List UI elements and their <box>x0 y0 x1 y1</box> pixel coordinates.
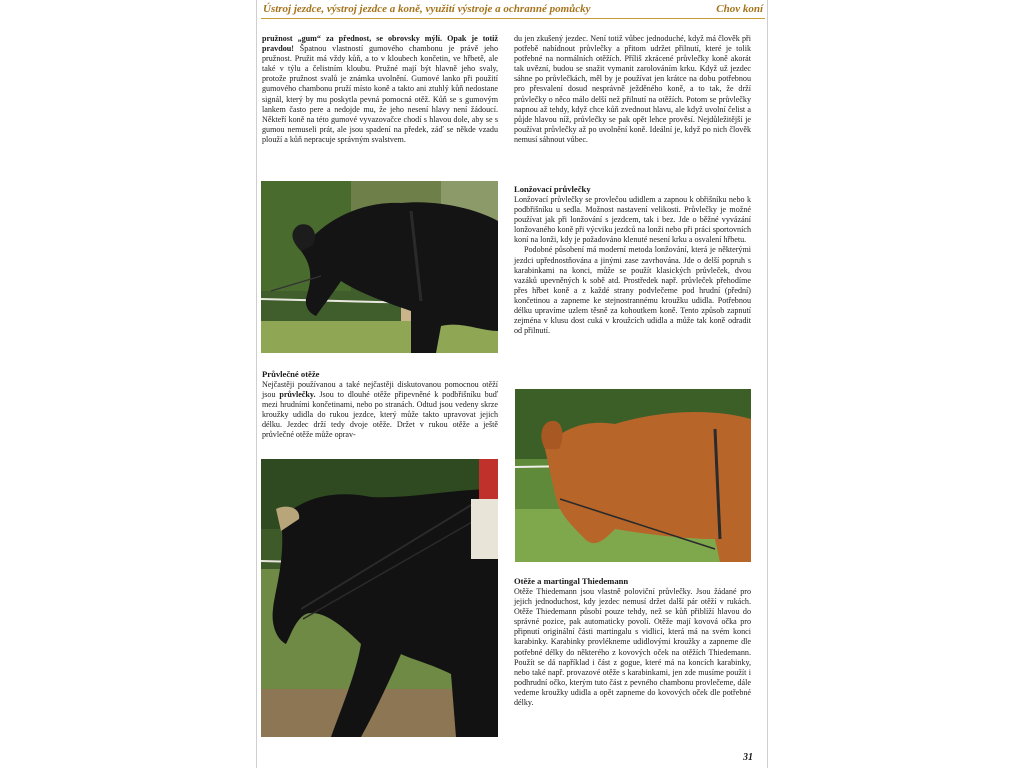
magazine-page <box>256 0 768 768</box>
paragraph-text: Špatnou vlastností gumového chambonu je právě jeho pružnost. Pružit má vždy kůň, a to v kloubech končetin, ve hřbetě, ale také v týlu a čelistním kloubu. Pružné mají být hlavně jeho svaly, protože pružnost svalů je známka uvolnění. Gumové lanko při použití gumového chambonu pruží místo koně a takto ani ztuhlý kůň nedostane signál, který by mu poskytla pevná pomocná otěž. Kůň se s gumovým lankem často pere a nedojde mu, že jeho nesení hlavy není žádoucí. Někteří koně na této gumové vyvazovačce chodí s hlavou dole, aby se s gumou nemuseli prát, ale jsou spadení na předek, záď se někde vzadu plouží a kůň nepracuje správným svalstvem. <box>262 44 498 144</box>
section-heading: Otěže a martingal Thiedemann <box>514 576 629 586</box>
paragraph <box>262 380 498 441</box>
right-column-bottom-text <box>514 576 751 708</box>
bold-term: průvlečky. <box>279 390 316 400</box>
header-title: Ústroj jezdce, výstroj jezdce a koně, využití výstroje a ochranné pomůcky <box>263 3 591 15</box>
left-column-middle-text <box>262 369 498 441</box>
horse-photo-black-ridden <box>261 459 498 737</box>
horse-photo-black-lunging <box>261 181 498 353</box>
paragraph-text: Nejčastěji používanou a také nejčastěji diskutovanou pomocnou otěží jsou <box>262 380 498 400</box>
horse-photo-black-ridden-image <box>261 459 498 737</box>
running-header <box>261 2 765 19</box>
paragraph-text: Jsou to dlouhé otěže připevněné k podbřišníku buď mezi hrudními končetinami, nebo po stranách. Odtud jsou vedeny skrze kroužky udidla do rukou jezdce, který může takto upravovat jejich délku. Jezdec drží tedy dvoje otěže. Držet v rukou otěže a ještě průvlečné otěže může oprav- <box>262 390 498 440</box>
paragraph: Otěže Thiedemann jsou vlastně poloviční průvlečky. Jsou žádané pro jejich jednoduchost, kdy jezdec nemusí držet další pár otěží v rukách. Otěže Thiedemann působí pouze tehdy, než se kůň přiblíží hlavou do správné pozice, pak automaticky povolí. Otěže mají kovová očka pro připnutí originální části martingalu s vidlicí, která má na svém konci karabinky. Karabinky provlékneme udidlovými kroužky a zapneme dle potřebné délky do některého z kovových oček na otěžích Thiedemann. Použít se dá například i část z gogue, které má na koncích karabinky, nebo také např. provazové otěže s karabinkami, jen zde musíme použít i podhrudní očko, kterým tuto část z pevného chambonu provlečeme, dále vedeme kroužky udidla a opět zapneme do kovových oček dle potřebné délky. <box>514 587 751 708</box>
paragraph <box>262 34 498 145</box>
section-heading: Průvlečné otěže <box>262 369 320 379</box>
right-column-top-text <box>514 34 751 145</box>
page-number: 31 <box>743 752 753 763</box>
paragraph: Podobné působení má moderní metoda lonžování, která je některými jezdci upřednostňována a jinými zase zavrhována. Jde o delší popruh s karabinkami na konci, může se použít klasických průvleček, dvou vazáků upevněných k sobě atd. Prostředek např. průvleček přehodíme přes hřbet koně a z každé strany podvlečeme pod hrudní (přední) končetinou a zapneme ke stejnostrannému kroužku udidla. Potřebnou délku upravíme uzlem těsně za kohoutkem koně. Tento způsob zapnutí zejména v klusu dost cuká v kroužcích udidla a může tak koně odradit od přilnutí. <box>514 245 751 336</box>
horse-photo-chestnut-lunging <box>515 389 751 562</box>
horse-photo-black-lunging-image <box>261 181 498 353</box>
horse-photo-chestnut-lunging-image <box>515 389 751 562</box>
section-heading: Lonžovací průvlečky <box>514 184 591 194</box>
bold-lead: pružnost „gum“ za přednost, se obrovsky mýlí. Opak je totiž pravdou! <box>262 34 498 54</box>
header-section: Chov koní <box>716 3 763 15</box>
left-column-top-text <box>262 34 498 145</box>
right-column-middle-text <box>514 184 751 336</box>
paragraph: du jen zkušený jezdec. Není totiž vůbec jednoduché, když má člověk při potřebě nabídnout průvlečky a přitom udržet přilnutí, které je tolik potřebné na normálních otěžích. Příliš zkrácené průvlečky koně akorát tak uvězní, budou se snažit vymanit zarolováním krku. Když už jezdec sáhne po průvlečkách, měl by je používat jen krátce na dobu potřebnou pro přesvalení dosud nesprávně ježděného koně, a to tak, že drží průvlečky o něco málo delší než přilnutí na otěžích. Potom se průvlečky napnou až tehdy, když chce kůň zvednout hlavu, ale když uvolní čelist a půjde hlavou níž, průvlečky se pak opět lehce prověsí. Nejdůležitější je používat průvlečky až po uvolnění koně. Ideální je, když po nich člověk nemusí sáhnout vůbec. <box>514 34 751 144</box>
paragraph: Lonžovací průvlečky se provlečou udidlem a zapnou k obřišníku nebo k podbřišníku u sedla. Možnost nastavení velikosti. Průvlečky je možné používat jak při lonžování s jezdcem, tak i bez. Jde o běžné vyvázání lonžovaného koně při výcviku jezdců na lonži nebo při práci sportovních koní na lonži, kdy je požadováno klenuté nesení krku a osvalení hřbetu. <box>514 195 751 245</box>
